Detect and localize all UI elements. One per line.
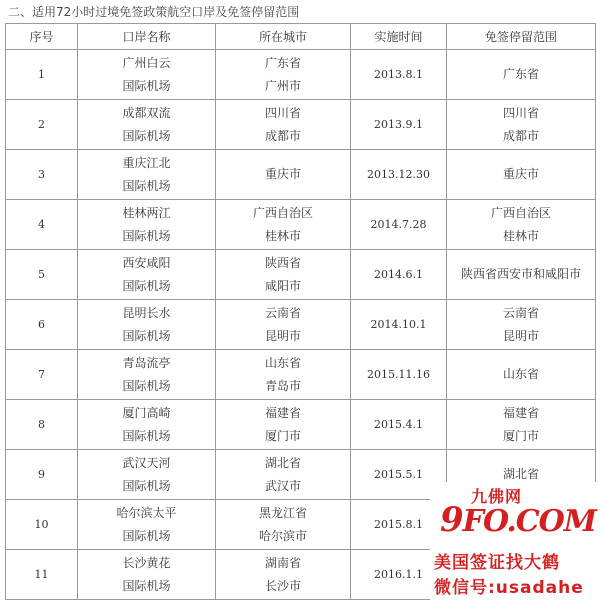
cell-city [216,50,351,100]
cell-scope [447,100,596,150]
cell-date: 2016.1.1 [351,550,447,600]
cell-no: 5 [6,250,78,300]
cell-port-line: 国际机场 [122,128,171,143]
cell-port-line: 桂林两江 [122,205,171,220]
cell-scope [447,150,596,200]
header-port: 口岸名称 [78,24,216,50]
cell-city-line: 青岛市 [264,378,301,393]
cell-city [216,400,351,450]
table-row [6,150,596,200]
cell-scope-line: 广西自治区 [490,205,551,220]
cell-city-line: 广州市 [264,78,301,93]
table-caption: 二、适用72小时过境免签政策航空口岸及免签停留范围 [8,5,300,19]
header-city: 所在城市 [216,24,351,50]
cell-scope-line: 桂林市 [502,228,539,243]
cell-no: 2 [6,100,78,150]
cell-port-line: 广州白云 [122,55,171,70]
cell-port [78,550,216,600]
cell-port-line: 国际机场 [122,328,171,343]
cell-port [78,50,216,100]
header-no: 序号 [6,24,78,50]
cell-port-line: 国际机场 [122,528,171,543]
cell-date: 2013.12.30 [351,150,447,200]
cell-scope [447,400,596,450]
cell-port-line: 国际机场 [122,478,171,493]
cell-scope-line: 福建省 [502,405,539,420]
cell-date: 2015.5.1 [351,450,447,500]
cell-scope-line: 陕西省西安市和咸阳市 [460,267,581,281]
cell-city-line: 广东省 [264,55,301,70]
cell-city-line: 云南省 [264,305,301,320]
watermark-logo-digit: 9 [440,500,463,540]
cell-no: 8 [6,400,78,450]
cell-date: 2013.8.1 [351,50,447,100]
cell-scope-line: 广东省 [502,67,539,81]
cell-port-line: 国际机场 [122,228,171,243]
cell-city-line: 咸阳市 [264,278,301,293]
cell-city-line: 长沙市 [264,578,301,593]
cell-city-line: 昆明市 [264,328,301,343]
cell-port-line: 重庆江北 [122,155,171,170]
cell-port-line: 成都双流 [122,105,171,120]
header-scope: 免签停留范围 [447,24,596,50]
cell-port-line: 昆明长水 [122,305,171,320]
cell-city [216,350,351,400]
table-row [6,400,596,450]
cell-port [78,150,216,200]
cell-scope-line: 湖北省 [502,467,539,481]
cell-no: 10 [6,500,78,550]
cell-date: 2014.6.1 [351,250,447,300]
cell-scope [447,350,596,400]
table-row [6,200,596,250]
cell-port [78,300,216,350]
cell-date: 2015.4.1 [351,400,447,450]
header-date: 实施时间 [351,24,447,50]
cell-port-line: 国际机场 [122,428,171,443]
watermark-logo [440,500,596,540]
cell-scope [447,200,596,250]
cell-port [78,100,216,150]
table-row [6,300,596,350]
cell-city [216,450,351,500]
cell-no: 3 [6,150,78,200]
cell-port-line: 厦门高崎 [122,405,171,420]
cell-date: 2015.11.16 [351,350,447,400]
table-row [6,100,596,150]
watermark-line1: 美国签证找大鹤 [434,553,560,573]
cell-city-line: 武汉市 [264,478,301,493]
cell-date: 2013.9.1 [351,100,447,150]
cell-city-line: 成都市 [264,128,301,143]
cell-city [216,100,351,150]
table-row [6,350,596,400]
cell-scope-line: 昆明市 [502,328,539,343]
cell-scope-line: 成都市 [502,128,539,143]
cell-port [78,200,216,250]
cell-city [216,150,351,200]
cell-scope-line: 云南省 [502,305,539,320]
cell-no: 4 [6,200,78,250]
cell-port-line: 哈尔滨太平 [116,505,177,520]
cell-scope-line: 厦门市 [502,428,539,443]
cell-city-line: 陕西省 [264,255,301,270]
cell-port [78,500,216,550]
cell-date: 2014.10.1 [351,300,447,350]
cell-city-line: 福建省 [264,405,301,420]
cell-scope [447,300,596,350]
watermark-line2: 微信号:usadahe [434,578,584,598]
cell-port-line: 青岛流亭 [122,355,171,370]
cell-port-line: 西安咸阳 [122,255,171,270]
cell-city-line: 广西自治区 [252,205,313,220]
cell-port-line: 国际机场 [122,278,171,293]
cell-scope-line: 四川省 [502,105,539,120]
cell-scope [447,50,596,100]
cell-city-line: 湖南省 [264,555,301,570]
watermark-site-name: 九佛网 [471,487,523,506]
cell-city-line: 山东省 [264,355,301,370]
cell-no: 7 [6,350,78,400]
cell-no: 1 [6,50,78,100]
cell-city [216,550,351,600]
watermark [430,482,600,605]
cell-city-line: 四川省 [264,105,301,120]
cell-city-line: 黑龙江省 [258,505,307,520]
cell-port [78,450,216,500]
cell-no: 11 [6,550,78,600]
cell-port [78,350,216,400]
cell-port-line: 武汉天河 [122,455,171,470]
cell-port-line: 国际机场 [122,378,171,393]
cell-city-line: 湖北省 [264,455,301,470]
cell-scope-line: 重庆市 [502,167,539,181]
cell-port [78,250,216,300]
cell-date: 2014.7.28 [351,200,447,250]
cell-city-line: 桂林市 [264,228,301,243]
cell-city-line: 重庆市 [264,167,301,181]
cell-city [216,250,351,300]
cell-city [216,500,351,550]
cell-port-line: 国际机场 [122,178,171,193]
cell-port-line: 国际机场 [122,78,171,93]
table-header-row [6,24,596,50]
cell-date: 2015.8.1 [351,500,447,550]
watermark-logo-text: FO.COM [462,504,597,539]
cell-port [78,400,216,450]
cell-city [216,200,351,250]
cell-city-line: 厦门市 [264,428,301,443]
cell-scope [447,250,596,300]
cell-no: 6 [6,300,78,350]
cell-city [216,300,351,350]
cell-port-line: 长沙黄花 [122,555,171,570]
cell-city-line: 哈尔滨市 [258,528,307,543]
table-row [6,250,596,300]
table-row [6,50,596,100]
cell-no: 9 [6,450,78,500]
cell-port-line: 国际机场 [122,578,171,593]
cell-scope-line: 山东省 [502,367,539,381]
